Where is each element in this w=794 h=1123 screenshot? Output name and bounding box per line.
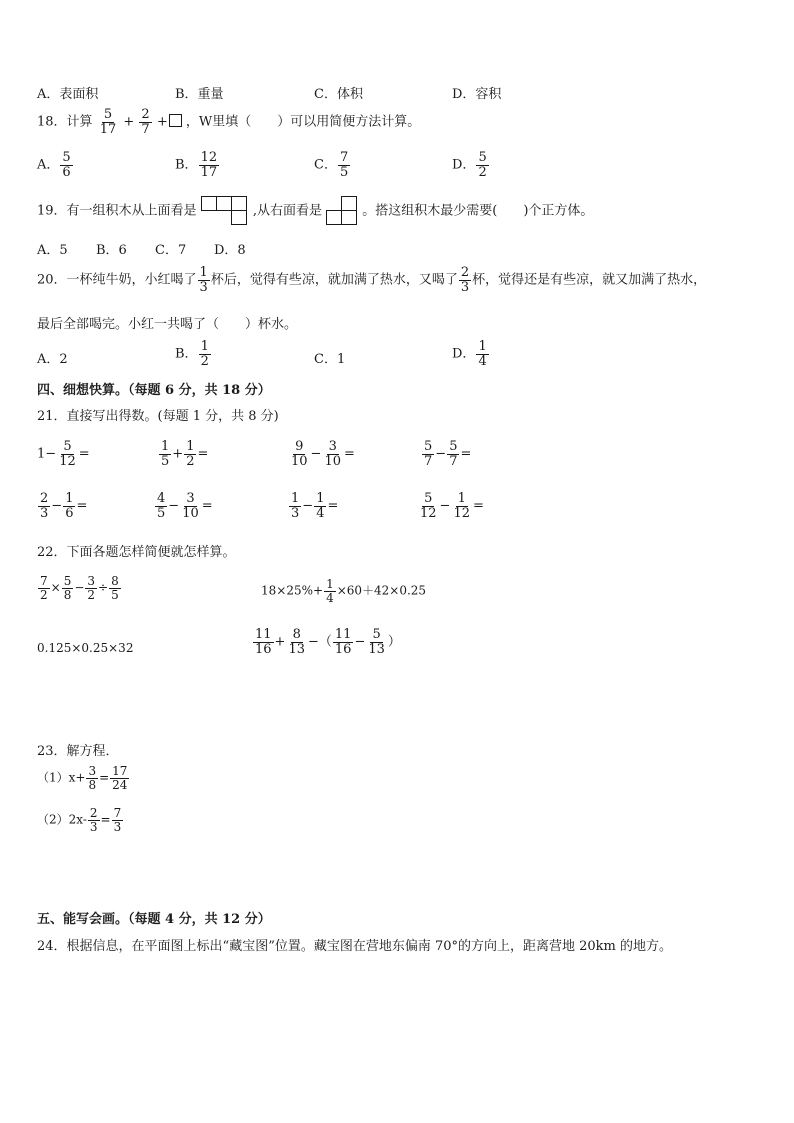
top-view-figure-icon xyxy=(201,196,249,226)
q19-option-c: C．7 xyxy=(155,243,187,258)
q19-option-b: B．6 xyxy=(96,243,127,258)
q21-item-1: 1− $\frac{5}{12}$ = xyxy=(37,439,90,469)
q21-item-8: $\frac{5}{12}$ − $\frac{1}{12}$ = xyxy=(420,491,484,521)
q20-fraction-2: $\frac{2}{3}$ xyxy=(460,265,470,295)
q22-expression-4: $\frac{11}{16}$ + $\frac{8}{13}$ −（ $\frac{11}{16}$ − $\frac{5}{13}$ ） xyxy=(255,627,401,657)
q20-option-d: D． $\frac{1}{4}$ xyxy=(452,339,487,369)
q18-option-b: B． $\frac{12}{17}$ xyxy=(175,150,218,180)
q19-question: 19．有一组积木从上面看是 ,从右面看是 。搭这组积木最少需要( )个正方体。 xyxy=(37,196,593,226)
q23-equation-2: （2）2x- $\frac{2}{3}$ = $\frac{7}{3}$ xyxy=(37,806,122,834)
q20-question-line1: 20．一杯纯牛奶，小红喝了 $\frac{1}{3}$ 杯后，觉得有些凉，就加满了热水，又喝了 $\frac{2}{3}$ 杯，觉得还是有些凉，就又加满了热水， xyxy=(37,265,707,295)
q20-question-line2: 最后全部喝完。小红一共喝了（ ）杯水。 xyxy=(37,317,298,332)
q23-title: 23．解方程． xyxy=(37,744,119,759)
q22-expression-1: $\frac{7}{2}$ × $\frac{5}{8}$ − $\frac{3}{2}$ ÷ $\frac{8}{5}$ xyxy=(40,574,119,602)
q20-option-c: C．1 xyxy=(314,352,346,367)
q18-option-d: D． $\frac{5}{2}$ xyxy=(452,150,487,180)
q17-option-d: D．容积 xyxy=(452,87,502,102)
q21-item-4: $\frac{5}{7}$ − $\frac{5}{7}$ = xyxy=(424,439,472,469)
q18-fraction-2: $\frac{2}{7}$ xyxy=(141,107,150,137)
right-view-figure-icon xyxy=(326,196,358,226)
q22-expression-2: 18×25%+ $\frac{1}{4}$ ×60＋42×0.25 xyxy=(261,577,427,605)
q18-option-a: A． $\frac{5}{6}$ xyxy=(37,150,71,180)
q21-item-2: $\frac{1}{5}$ + $\frac{1}{2}$ = xyxy=(161,439,209,469)
q18-question: 18．计算 $\frac{5}{17}$ + $\frac{2}{7}$ + ，W里填（ ）可以用简便方法计算。 xyxy=(37,107,421,137)
q22-expression-3: 0.125×0.25×32 xyxy=(37,641,134,655)
q24-question: 24．根据信息，在平面图上标出“藏宝图”位置。藏宝图在营地东偏南 70°的方向上，距离营地 20km 的地方。 xyxy=(37,939,673,954)
q21-item-7: $\frac{1}{3}$ − $\frac{1}{4}$ = xyxy=(291,491,339,521)
q21-item-5: $\frac{2}{3}$ − $\frac{1}{6}$ = xyxy=(40,491,88,521)
q20-fraction-1: $\frac{1}{3}$ xyxy=(199,265,208,295)
section-5-heading: 五、能写会画。（每题 4 分，共 12 分） xyxy=(37,912,271,927)
q22-title: 22．下面各题怎样简便就怎样算。 xyxy=(37,545,236,560)
blank-box-icon xyxy=(169,114,182,127)
q21-item-3: $\frac{9}{10}$ − $\frac{3}{10}$ = xyxy=(291,439,355,469)
q19-option-d: D．8 xyxy=(214,243,246,258)
q19-option-a: A．5 xyxy=(37,243,68,258)
q18-option-c: C． $\frac{7}{5}$ xyxy=(314,150,349,180)
section-4-heading: 四、细想快算。（每题 6 分，共 18 分） xyxy=(37,383,271,398)
q18-prefix: 18．计算 xyxy=(37,114,93,130)
q23-equation-1: （1）x+ $\frac{3}{8}$ = $\frac{17}{24}$ xyxy=(37,764,128,792)
q17-option-c: C．体积 xyxy=(314,87,363,102)
q20-option-a: A．2 xyxy=(37,352,68,367)
q18-suffix: ，W里填（ ）可以用简便方法计算。 xyxy=(185,114,421,130)
q20-option-b: B． $\frac{1}{2}$ xyxy=(175,339,209,369)
q18-fraction-1: $\frac{5}{17}$ xyxy=(99,107,117,137)
q17-option-a: A．表面积 xyxy=(37,87,99,102)
q17-option-b: B．重量 xyxy=(175,87,224,102)
q21-item-6: $\frac{4}{5}$ − $\frac{3}{10}$ = xyxy=(157,491,213,521)
q21-title: 21．直接写出得数。(每题 1 分，共 8 分) xyxy=(37,409,279,424)
